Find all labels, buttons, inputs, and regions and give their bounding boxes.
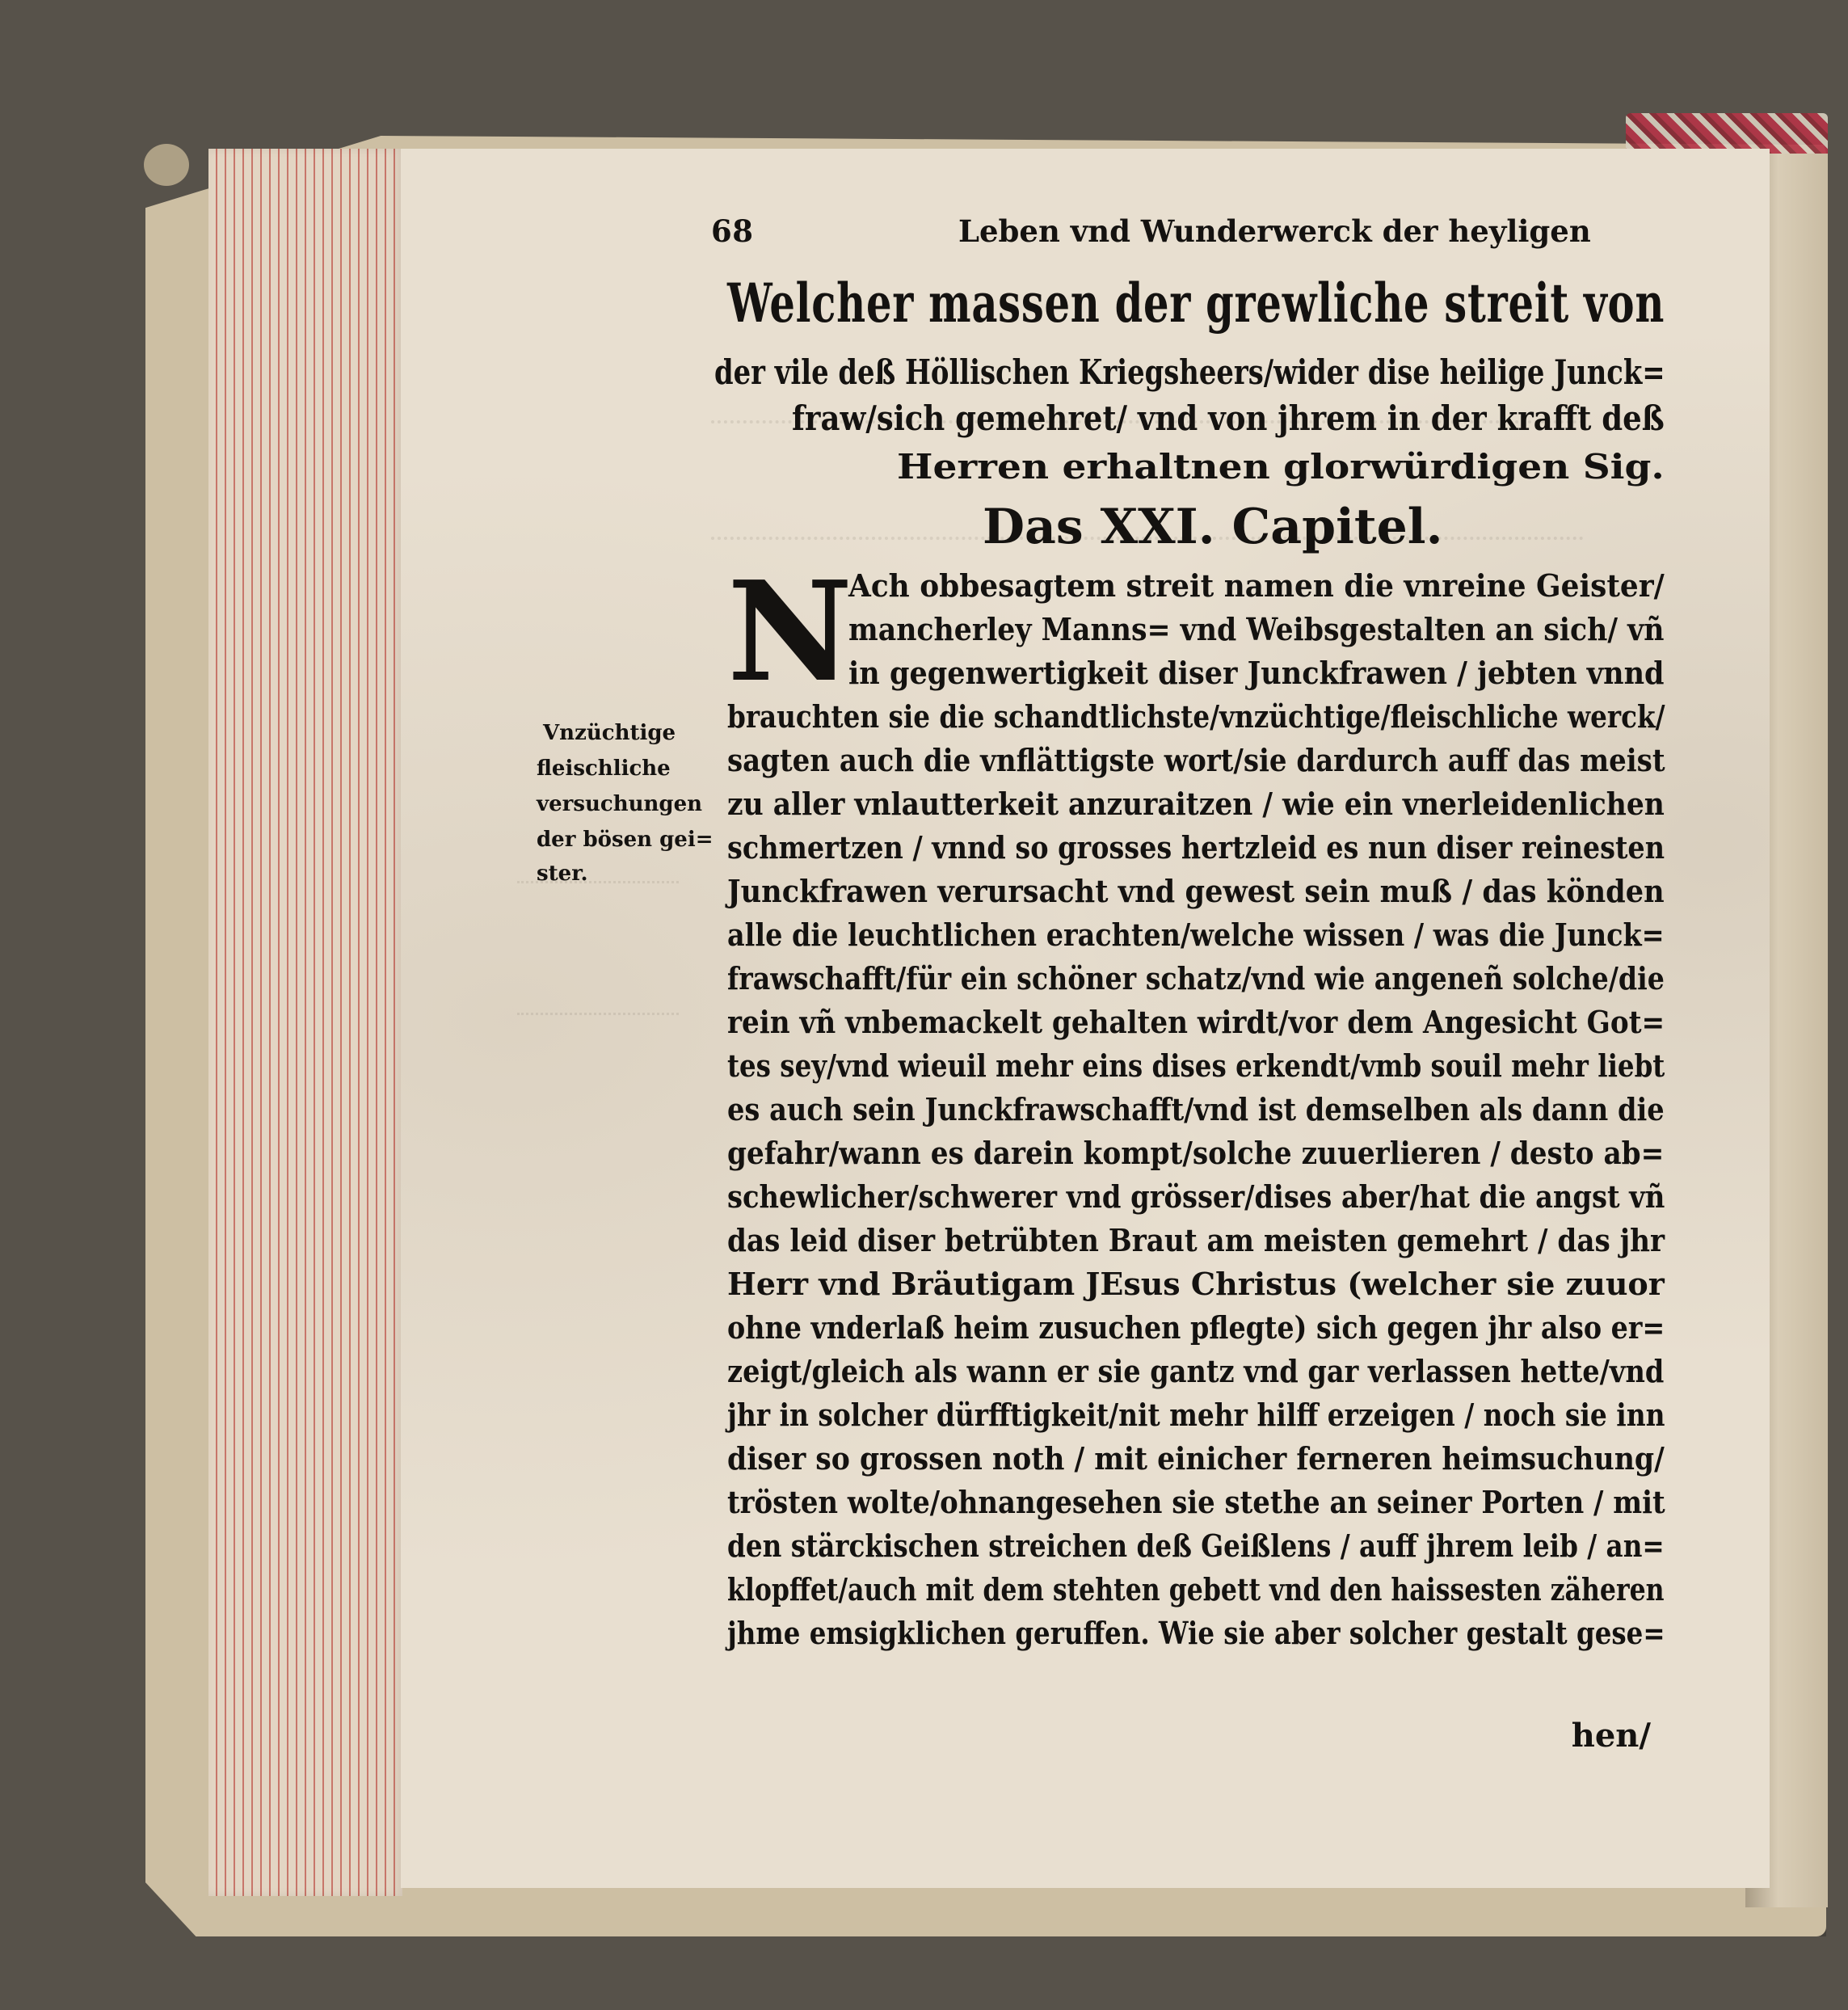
body-line: brauchten sie die schandtlichste/vnzüchtige/fleischliche werck/ [727, 698, 1665, 735]
drop-cap-initial: N [727, 551, 853, 713]
body-line: zu aller vnlautterkeit anzuraitzen / wie ein vnerleidenlichen [727, 786, 1665, 822]
margin-note-line: Vnzüchtige [543, 721, 676, 745]
body-line: Herr vnd Bräutigam JEsus Christus (welcher sie zuuor [727, 1266, 1665, 1302]
body-line: jhr in solcher dürfftigkeit/nit mehr hilff erzeigen / noch sie inn [727, 1397, 1665, 1433]
body-line: tes sey/vnd wieuil mehr eins dises erkendt/vmb souil mehr liebt [727, 1047, 1665, 1084]
running-head-title: Leben vnd Wunderwerck der heyligen [958, 213, 1591, 249]
body-line: mancherley Manns= vnd Weibsgestalten an sich/ vñ [848, 611, 1665, 647]
body-line: es auch sein Junckfrawschafft/vnd ist demselben als dann die [727, 1091, 1665, 1127]
heading-line-4: Herren erhaltnen glorwürdigen Sig. [897, 447, 1665, 487]
margin-note-line: versuchungen [537, 792, 703, 816]
catchword: hen/ [1571, 1717, 1651, 1755]
body-line: ohne vnderlaß heim zusuchen pflegte) sich gegen jhr also er= [727, 1309, 1665, 1346]
body-line: trösten wolte/ohnangesehen sie stethe an seiner Porten / mit [727, 1484, 1665, 1520]
body-line: klopffet/auch mit dem stehten gebett vnd den haissesten zäheren [727, 1571, 1665, 1608]
body-line: schmertzen / vnnd so grosses hertzleid es nun diser reinesten [727, 829, 1665, 866]
body-line: diser so grossen noth / mit einicher ferneren heimsuchung/ [727, 1440, 1665, 1477]
heading-line-2: der vile deß Höllischen Kriegsheers/wider dise heilige Junck= [714, 352, 1665, 392]
body-line: rein vñ vnbemackelt gehalten wirdt/vor dem Angesicht Got= [727, 1004, 1665, 1040]
body-line: sagten auch die vnflättigste wort/sie dardurch auff das meist [727, 742, 1665, 778]
chapter-title: Das XXI. Capitel. [983, 499, 1443, 555]
heading-line-3: fraw/sich gemehret/ vnd von jhrem in der krafft deß [792, 398, 1665, 438]
body-line: in gegenwertigkeit diser Junckfrawen / jebten vnnd [848, 655, 1665, 691]
body-line: frawschafft/für ein schöner schatz/vnd wie angeneñ solche/die [727, 960, 1665, 997]
margin-note-line: ster. [537, 862, 588, 886]
body-line: Junckfrawen verursacht vnd gewest sein muß / das könden [727, 873, 1665, 909]
body-line: schewlicher/schwerer vnd grösser/dises aber/hat die angst vñ [727, 1178, 1665, 1215]
margin-note-line: fleischliche [537, 756, 671, 781]
body-line: jhme emsigklichen geruffen. Wie sie aber solcher gestalt gese= [727, 1615, 1665, 1651]
body-line: gefahr/wann es darein kompt/solche zuuerlieren / desto ab= [727, 1135, 1665, 1171]
body-line: alle die leuchtlichen erachten/welche wissen / was die Junck= [727, 917, 1665, 953]
margin-note-line: der bösen gei= [537, 828, 714, 852]
body-line: das leid diser betrübten Braut am meisten gemehrt / das jhr [727, 1222, 1665, 1258]
page-number: 68 [711, 213, 754, 249]
body-line: zeigt/gleich als wann er sie gantz vnd gar verlassen hette/vnd [727, 1353, 1665, 1389]
heading-line-1: Welcher massen der grewliche streit von [727, 272, 1665, 335]
body-line: den stärckischen streichen deß Geißlens / auff jhrem leib / an= [727, 1528, 1665, 1564]
body-line: Ach obbesagtem streit namen die vnreine Geister/ [848, 567, 1665, 604]
